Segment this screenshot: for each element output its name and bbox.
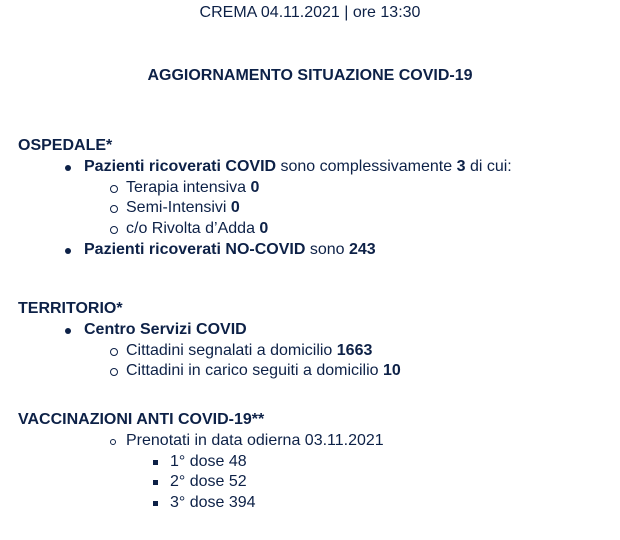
section-title-ospedale: OSPEDALE* xyxy=(18,137,113,154)
terapia-intensiva-value: 0 xyxy=(250,178,260,196)
list-item-semi-intensivi xyxy=(18,198,618,219)
list-item-dose-3 xyxy=(18,493,618,514)
dose-3-label: 3° dose 394 xyxy=(170,494,256,512)
ricoverati-covid-value: 3 xyxy=(456,157,466,175)
ricoverati-covid-suffix: di cui: xyxy=(465,157,512,175)
list-item-ricoverati-covid xyxy=(18,157,618,178)
ricoverati-no-covid-label: Pazienti ricoverati NO-COVID xyxy=(84,240,306,258)
ricoverati-covid-text: sono complessivamente xyxy=(276,157,457,175)
ricoverati-covid-label: Pazienti ricoverati COVID xyxy=(84,157,277,175)
cittadini-segnalati-label: Cittadini segnalati a domicilio xyxy=(126,341,337,359)
report-header: CREMA 04.11.2021 | ore 13:30 xyxy=(199,4,421,21)
cittadini-in-carico-label: Cittadini in carico seguiti a domicilio xyxy=(126,362,383,380)
list-item-terapia-intensiva xyxy=(18,178,618,199)
section-vaccinazioni xyxy=(18,410,618,514)
section-territorio xyxy=(18,299,618,382)
dose-2-label: 2° dose 52 xyxy=(170,473,247,491)
section-title-vaccinazioni: VACCINAZIONI ANTI COVID-19** xyxy=(18,411,265,428)
terapia-intensiva-label: Terapia intensiva xyxy=(126,178,251,196)
prenotati-label: Prenotati in data odierna 03.11.2021 xyxy=(126,431,384,449)
rivolta-adda-value: 0 xyxy=(259,220,269,238)
cittadini-in-carico-value: 10 xyxy=(383,362,401,380)
dose-1-label: 1° dose 48 xyxy=(170,452,247,470)
section-title-territorio: TERRITORIO* xyxy=(18,300,123,317)
ricoverati-no-covid-value: 243 xyxy=(348,240,376,258)
rivolta-adda-label: c/o Rivolta d’Adda xyxy=(126,220,260,238)
list-item-cittadini-segnalati xyxy=(18,341,618,362)
list-item-cittadini-in-carico xyxy=(18,361,618,382)
list-item-prenotati xyxy=(18,431,618,452)
cittadini-segnalati-value: 1663 xyxy=(336,341,373,359)
report-title: AGGIORNAMENTO SITUAZIONE COVID-19 xyxy=(147,67,473,84)
semi-intensivi-label: Semi-Intensivi xyxy=(126,199,231,217)
section-ospedale xyxy=(18,136,618,261)
ricoverati-no-covid-text: sono xyxy=(305,240,349,258)
centro-servizi-label: Centro Servizi COVID xyxy=(84,320,247,338)
vaccinazioni-list xyxy=(18,431,618,514)
list-item-dose-2 xyxy=(18,472,618,493)
list-item-centro-servizi xyxy=(18,320,618,341)
semi-intensivi-value: 0 xyxy=(230,199,240,217)
list-item-ricoverati-no-covid xyxy=(18,240,618,261)
list-item-rivolta-adda xyxy=(18,219,618,240)
territorio-list xyxy=(18,320,618,382)
ospedale-list xyxy=(18,157,618,261)
list-item-dose-1 xyxy=(18,452,618,473)
